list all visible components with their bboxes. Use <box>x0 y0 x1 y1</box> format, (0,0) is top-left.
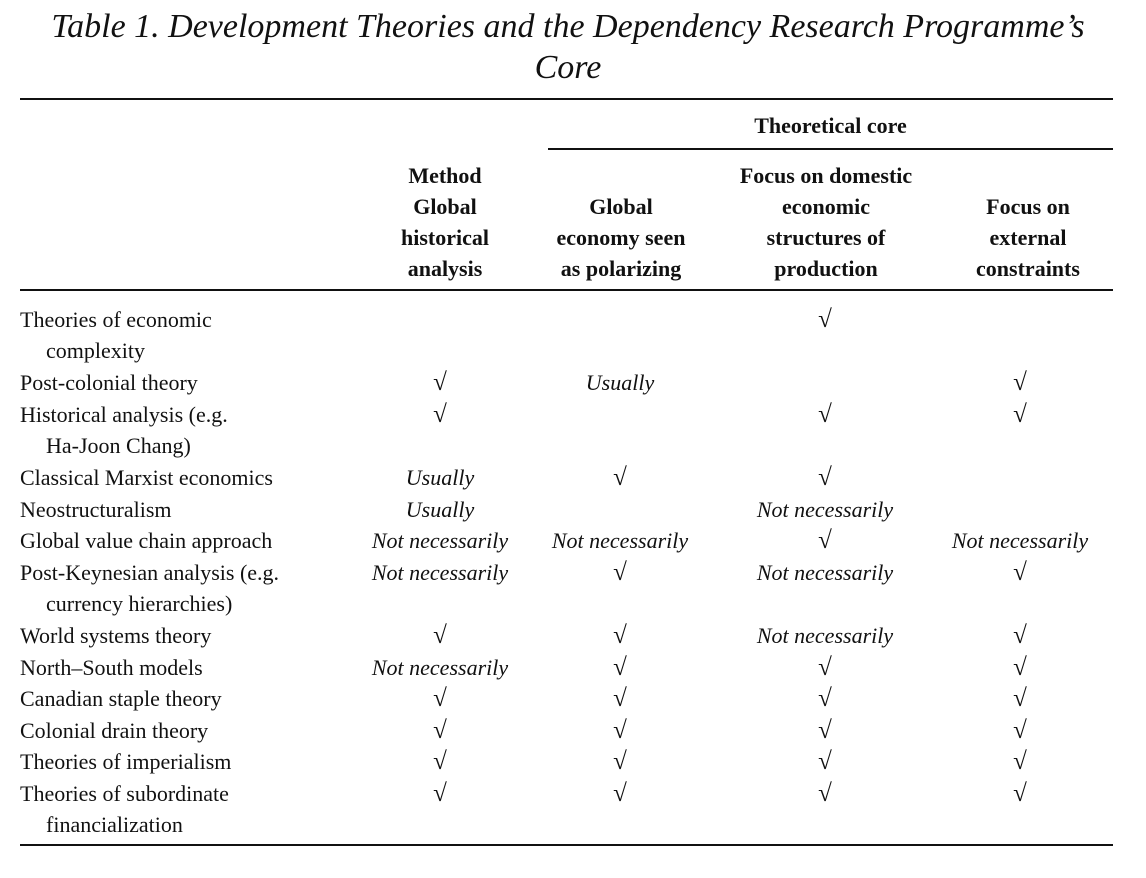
cell-method: Not necessarily <box>371 654 509 680</box>
checkmark-domestic-structures: √ <box>818 748 832 776</box>
checkmark-external-constraints: √ <box>1013 400 1027 428</box>
checkmark-domestic-structures: √ <box>818 527 832 555</box>
row-label <box>20 494 350 525</box>
checkmark-method: √ <box>433 780 447 807</box>
row-label <box>20 683 350 714</box>
column-header-line: Global <box>413 194 477 219</box>
table-row <box>0 304 1146 367</box>
table-row <box>0 399 1146 462</box>
checkmark-global-economy: √ <box>613 558 627 586</box>
table-row <box>0 652 1146 684</box>
row-label-line: North–South models <box>20 654 203 680</box>
row-label <box>20 462 350 493</box>
column-header-method <box>366 160 524 284</box>
row-label <box>20 715 350 746</box>
column-header-line: Focus on <box>986 194 1070 219</box>
table-row <box>0 778 1146 841</box>
row-label <box>20 304 350 366</box>
column-header-global-economy <box>540 191 702 284</box>
checkmark-method: √ <box>433 716 447 744</box>
checkmark-external-constraints: √ <box>1013 653 1027 681</box>
checkmark-external-constraints: √ <box>1013 780 1027 807</box>
cell-method: Usually <box>405 496 475 522</box>
row-label-line: financialization <box>46 812 183 837</box>
checkmark-external-constraints: √ <box>1013 716 1027 744</box>
checkmark-external-constraints: √ <box>1013 369 1027 397</box>
cell-method: Usually <box>405 465 475 490</box>
row-label-line: Ha-Joon Chang) <box>46 432 191 458</box>
checkmark-external-constraints: √ <box>1013 748 1027 776</box>
row-label-line: currency hierarchies) <box>46 590 233 616</box>
checkmark-method: √ <box>433 400 447 428</box>
column-header-line: external <box>989 225 1067 250</box>
column-header-line: Focus on domestic <box>739 163 913 188</box>
checkmark-global-economy: √ <box>613 685 627 713</box>
checkmark-global-economy: √ <box>613 622 627 649</box>
column-header-line: historical <box>401 225 489 250</box>
row-label <box>20 399 350 461</box>
checkmark-method: √ <box>433 748 447 776</box>
row-label-line: Post-colonial theory <box>20 370 198 396</box>
cell-external-constraints: Not necessarily <box>951 528 1089 554</box>
header-bottom-rule <box>20 289 1113 291</box>
row-label <box>20 620 350 651</box>
row-label-line: World systems theory <box>20 623 212 648</box>
checkmark-domestic-structures: √ <box>818 306 832 333</box>
table-row <box>0 525 1146 557</box>
cell-method: Not necessarily <box>371 528 509 554</box>
table-row <box>0 620 1146 652</box>
row-label <box>20 652 350 683</box>
checkmark-domestic-structures: √ <box>818 400 832 428</box>
checkmark-external-constraints: √ <box>1013 558 1027 586</box>
checkmark-method: √ <box>433 369 447 397</box>
group-header-theoretical-core: Theoretical core <box>754 113 907 138</box>
checkmark-global-economy: √ <box>613 464 627 491</box>
table-row <box>0 557 1146 620</box>
checkmark-domestic-structures: √ <box>818 716 832 744</box>
column-header-external-constraints <box>940 191 1116 284</box>
checkmark-global-economy: √ <box>613 716 627 744</box>
cell-method: Not necessarily <box>371 559 509 585</box>
table-row <box>0 746 1146 778</box>
table-row <box>0 367 1146 399</box>
checkmark-external-constraints: √ <box>1013 685 1027 713</box>
checkmark-domestic-structures: √ <box>818 653 832 681</box>
cell-global-economy: Not necessarily <box>551 528 689 554</box>
column-header-line: economic <box>782 194 870 219</box>
row-label-line: Theories of imperialism <box>20 749 232 775</box>
table-caption: Table 1. Development Theories and the Dependency Research Programme’s Core <box>51 8 1085 86</box>
column-header-line: Global <box>589 194 653 219</box>
row-label-line: Theories of economic <box>20 307 212 332</box>
column-header-line: structures of <box>766 225 886 250</box>
row-label-line: Canadian staple theory <box>20 686 222 712</box>
checkmark-external-constraints: √ <box>1013 622 1027 649</box>
table-row <box>0 494 1146 526</box>
row-label-line: Colonial drain theory <box>20 717 209 743</box>
column-header-line: analysis <box>407 256 483 281</box>
row-label <box>20 778 350 840</box>
column-header-line: economy seen <box>556 225 686 250</box>
column-header-line: as polarizing <box>560 256 682 281</box>
table-row <box>0 715 1146 747</box>
checkmark-global-economy: √ <box>613 780 627 807</box>
column-header-line: production <box>774 256 878 281</box>
row-label <box>20 367 350 398</box>
table-row <box>0 683 1146 715</box>
bottom-rule <box>20 844 1113 846</box>
row-label-line: Classical Marxist economics <box>20 465 273 490</box>
row-label-line: Global value chain approach <box>20 528 273 554</box>
row-label <box>20 557 350 619</box>
row-label-line: Theories of subordinate <box>20 781 229 806</box>
row-label <box>20 525 350 556</box>
checkmark-method: √ <box>433 622 447 649</box>
row-label-line: complexity <box>46 338 145 363</box>
cell-global-economy: Usually <box>585 370 655 396</box>
row-label-line: Post-Keynesian analysis (e.g. <box>20 559 280 585</box>
checkmark-domestic-structures: √ <box>818 685 832 713</box>
table-row <box>0 462 1146 494</box>
cell-domestic-structures: Not necessarily <box>756 559 894 585</box>
checkmark-global-economy: √ <box>613 653 627 681</box>
checkmark-domestic-structures: √ <box>818 464 832 491</box>
row-label <box>20 746 350 777</box>
column-header-domestic-structures <box>722 160 930 284</box>
cell-domestic-structures: Not necessarily <box>756 623 894 648</box>
checkmark-global-economy: √ <box>613 748 627 776</box>
checkmark-method: √ <box>433 685 447 713</box>
group-header-rule <box>548 148 1113 150</box>
row-label-line: Historical analysis (e.g. <box>20 401 228 427</box>
cell-domestic-structures: Not necessarily <box>756 496 894 522</box>
column-header-line: Method <box>408 163 482 188</box>
checkmark-domestic-structures: √ <box>818 780 832 807</box>
column-header-line: constraints <box>976 256 1080 281</box>
top-rule <box>20 98 1113 100</box>
row-label-line: Neostructuralism <box>20 496 172 522</box>
